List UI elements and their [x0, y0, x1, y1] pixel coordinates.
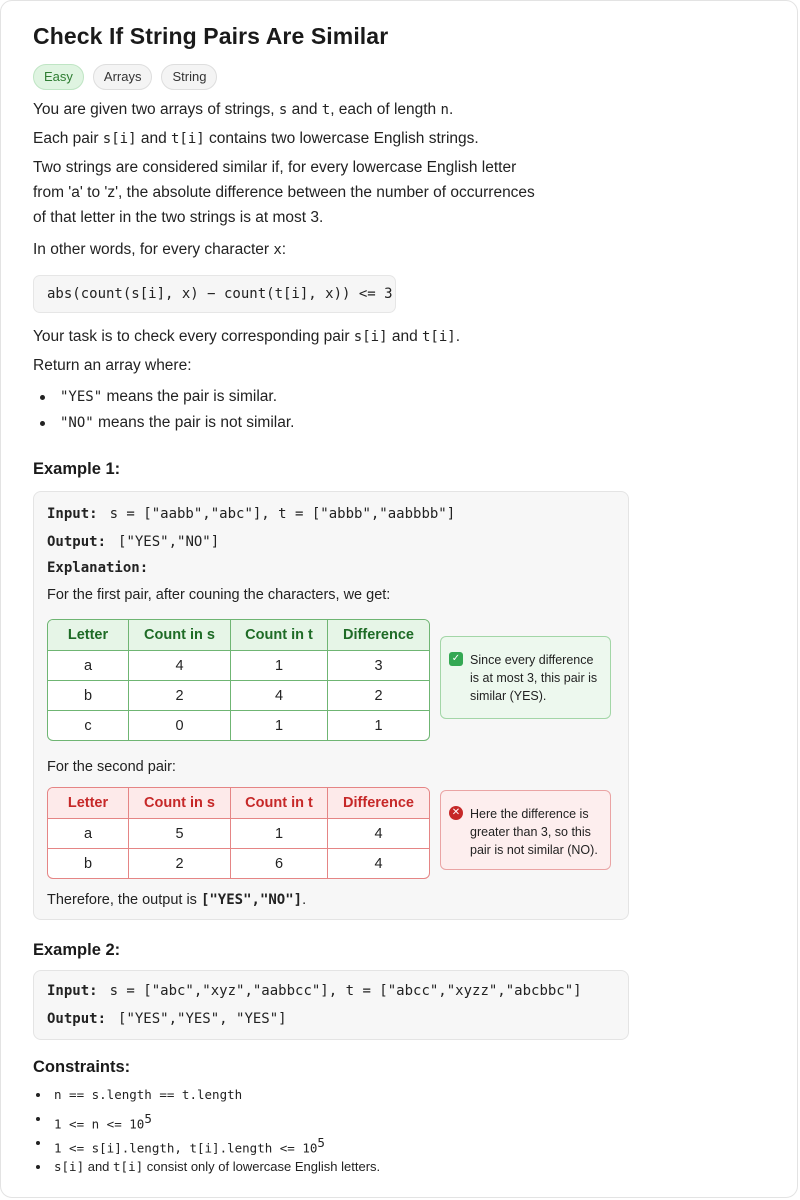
constraint-item: $1 <= n <= 10^5$	[33, 1107, 380, 1131]
example-1-heading: Example 1:	[33, 460, 121, 478]
letter-cell: c	[48, 710, 128, 740]
difference-cell: 1	[327, 710, 429, 740]
example-1-output: Output: ["YES","NO"]	[47, 534, 220, 550]
column-header: Count in s	[128, 620, 230, 651]
count-t-cell: 1	[230, 651, 327, 680]
example-2-box	[33, 970, 629, 1040]
formula-code-block: abs(count(s[i], x) − count(t[i], x)) <= 3	[33, 275, 396, 313]
table-row	[48, 710, 429, 740]
result-bullet-list	[33, 384, 294, 436]
example-1-explanation-label: Explanation:	[47, 560, 149, 576]
count-s-cell: 2	[128, 848, 230, 878]
count-s-cell: 2	[128, 680, 230, 710]
letter-cell: b	[48, 848, 128, 878]
first-pair-table	[47, 619, 430, 741]
count-t-cell: 4	[230, 680, 327, 710]
example-2-heading: Example 2:	[33, 941, 121, 959]
count-s-cell: 4	[128, 651, 230, 680]
constraint-item: n == s.length == t.length	[33, 1083, 380, 1107]
desc-line-4: from 'a' to 'z', the absolute difference between the number of occurrences	[33, 184, 535, 201]
tag-string[interactable]: String	[161, 64, 217, 90]
table-row	[48, 680, 429, 710]
letter-cell: b	[48, 680, 128, 710]
difference-cell: 4	[327, 848, 429, 878]
difference-cell: 3	[327, 651, 429, 680]
table-row	[48, 819, 429, 848]
bullet-yes: "YES" means the pair is similar.	[33, 384, 294, 410]
tag-difficulty[interactable]: Easy	[33, 64, 84, 90]
difference-cell: 2	[327, 680, 429, 710]
table-row	[48, 651, 429, 680]
desc-line-7: Your task is to check every corresponding pair s[i] and t[i].	[33, 328, 461, 345]
example-2-output: Output: ["YES","YES", "YES"]	[47, 1011, 287, 1027]
desc-line-3: Two strings are considered similar if, for every lowercase English letter	[33, 159, 517, 176]
column-header: Letter	[48, 788, 128, 819]
count-t-cell: 6	[230, 848, 327, 878]
example-1-box	[33, 491, 629, 920]
page-title: Check If String Pairs Are Similar	[33, 23, 389, 49]
difference-cell: 4	[327, 819, 429, 848]
count-s-cell: 5	[128, 819, 230, 848]
count-t-cell: 1	[230, 710, 327, 740]
column-header: Count in s	[128, 788, 230, 819]
example-2-input: Input: s = ["abc","xyz","aabbcc"], t = ["abcc","xyzz","abcbbc"]	[47, 983, 582, 999]
constraint-item: s[i] and t[i] consist only of lowercase English letters.	[33, 1155, 380, 1179]
desc-line-1: You are given two arrays of strings, s and t, each of length n.	[33, 101, 454, 118]
column-header: Letter	[48, 620, 128, 651]
desc-line-6: In other words, for every character x:	[33, 241, 287, 258]
first-pair-intro: For the first pair, after couning the characters, we get:	[47, 587, 391, 603]
column-header: Difference	[327, 788, 429, 819]
table-row	[48, 848, 429, 878]
example-1-input: Input: s = ["aabb","abc"], t = ["abbb","aabbbb"]	[47, 506, 456, 522]
similar-note: ✓ Since every difference is at most 3, this pair is similar (YES).	[440, 636, 611, 719]
desc-line-5: of that letter in the two strings is at most 3.	[33, 209, 324, 226]
second-pair-intro: For the second pair:	[47, 759, 176, 775]
column-header: Count in t	[230, 788, 327, 819]
column-header: Count in t	[230, 620, 327, 651]
letter-cell: a	[83, 825, 93, 842]
column-header: Difference	[327, 620, 429, 651]
desc-line-8: Return an array where:	[33, 357, 192, 374]
letter-cell: a	[83, 657, 93, 674]
count-s-cell: 0	[128, 710, 230, 740]
desc-line-2: Each pair s[i] and t[i] contains two lowercase English strings.	[33, 130, 479, 147]
constraint-item: 1 <= s[i].length, t[i].length <= $10^5$	[33, 1131, 380, 1155]
count-t-cell: 1	[230, 819, 327, 848]
example-1-conclusion: Therefore, the output is ["YES","NO"].	[47, 892, 307, 908]
second-pair-table	[47, 787, 430, 879]
not-similar-note: ✕ Here the difference is greater than 3, so this pair is not similar (NO).	[440, 790, 611, 870]
tag-list	[33, 64, 217, 90]
bullet-no: "NO" means the pair is not similar.	[33, 410, 294, 436]
check-square-icon: ✓	[449, 652, 463, 666]
tag-arrays[interactable]: Arrays	[93, 64, 153, 90]
constraints-list	[33, 1083, 380, 1179]
x-circle-icon: ✕	[449, 806, 463, 820]
constraints-heading: Constraints:	[33, 1058, 131, 1076]
